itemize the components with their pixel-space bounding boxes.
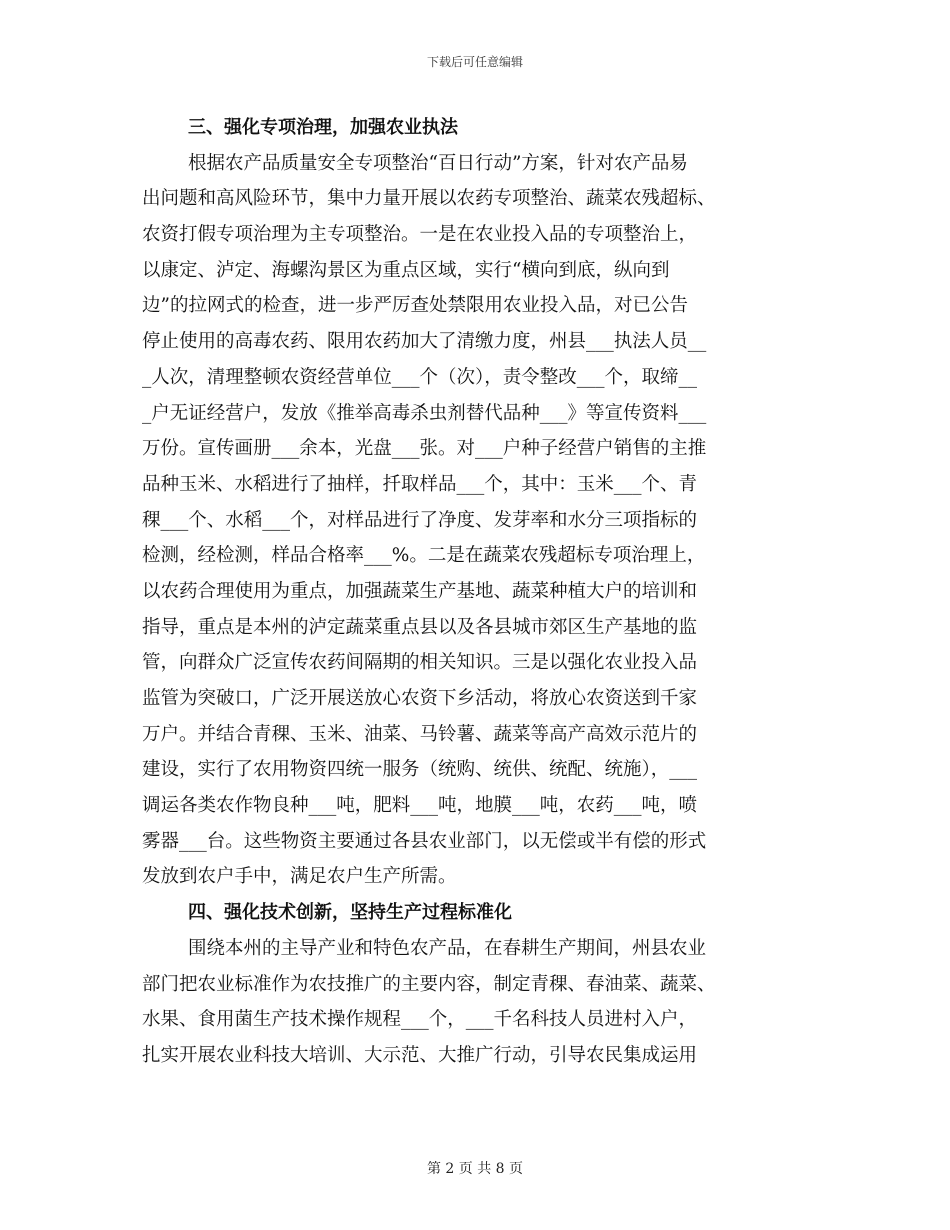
paragraph-line: 品种玉米、水稻进行了抽样，扦取样品___个，其中：玉米___个、青 [142, 473, 698, 495]
paragraph-line: 部门把农业标准作为农技推广的主要内容，制定青稞、春油菜、蔬菜、 [142, 973, 716, 995]
paragraph-line: 监管为突破口，广泛开展送放心农资下乡活动，将放心农资送到千家 [142, 688, 698, 709]
paragraph-line: 发放到农户手中，满足农户生产所需。 [142, 866, 457, 888]
paragraph-line: 围绕本州的主导产业和特色农产品，在春耕生产期间，州县农业 [188, 937, 707, 959]
section-heading-3: 三、强化专项治理，加强农业执法 [188, 117, 458, 138]
paragraph-line: 管，向群众广泛宣传农药间隔期的相关知识。三是以强化农业投入品 [142, 652, 698, 674]
paragraph-line: _人次，清理整顿农资经营单位___个（次），责令整改___个，取缔__ [142, 366, 698, 388]
section-heading-4: 四、强化技术创新，坚持生产过程标准化 [188, 902, 512, 924]
paragraph-line: 万户。并结合青稞、玉米、油菜、马铃薯、蔬菜等高产高效示范片的 [142, 723, 698, 745]
paragraph-line: 停止使用的高毒农药、限用农药加大了清缴力度，州县___执法人员__ [142, 331, 707, 353]
paragraph-line: 稞___个、水稻___个，对样品进行了净度、发芽率和水分三项指标的 [142, 509, 698, 531]
paragraph-line: 农资打假专项治理为主专项整治。一是在农业投入品的专项整治上， [142, 224, 698, 246]
page-header: 下载后可任意编辑 [426, 55, 523, 69]
paragraph-line: 根据农产品质量安全专项整治“百日行动”方案，针对农产品易 [188, 152, 688, 174]
section-4-paragraph [142, 931, 812, 1074]
paragraph-line: 水果、食用菌生产技术操作规程___个，___千名科技人员进村入户， [142, 1009, 698, 1031]
section-3-paragraph [142, 146, 812, 895]
paragraph-line: 建设，实行了农用物资四统一服务（统购、统供、统配、统施），___ [142, 759, 698, 781]
paragraph-line: 以康定、泸定、海螺沟景区为重点区域，实行“横向到底，纵向到 [142, 259, 670, 281]
paragraph-line: 边”的拉网式的检查，进一步严厉查处禁限用农业投入品，对已公告 [142, 295, 688, 317]
paragraph-line: 雾器___台。这些物资主要通过各县农业部门，以无偿或半有偿的形式 [142, 830, 707, 852]
paragraph-line: 扎实开展农业科技大培训、大示范、大推广行动，引导农民集成运用 [142, 1044, 698, 1066]
paragraph-line: 指导，重点是本州的泸定蔬菜重点县以及各县城市郊区生产基地的监 [142, 616, 698, 638]
paragraph-line: 调运各类农作物良种___吨，肥料___吨，地膜___吨，农药___吨，喷 [142, 795, 698, 817]
paragraph-line: 万份。宣传画册___余本，光盘___张。对___户种子经营户销售的主推 [142, 438, 707, 460]
page-footer: 第 2 页 共 8 页 [426, 1161, 524, 1177]
paragraph-line: _户无证经营户，发放《推举高毒杀虫剂替代品种___》等宣传资料___ [142, 402, 707, 424]
document-body [142, 110, 812, 1074]
paragraph-line: 出问题和高风险环节，集中力量开展以农药专项整治、蔬菜农残超标、 [142, 188, 716, 210]
paragraph-line: 检测，经检测，样品合格率___%。二是在蔬菜农残超标专项治理上， [142, 545, 706, 567]
paragraph-line: 以农药合理使用为重点，加强蔬菜生产基地、蔬菜种植大户的培训和 [142, 580, 698, 602]
